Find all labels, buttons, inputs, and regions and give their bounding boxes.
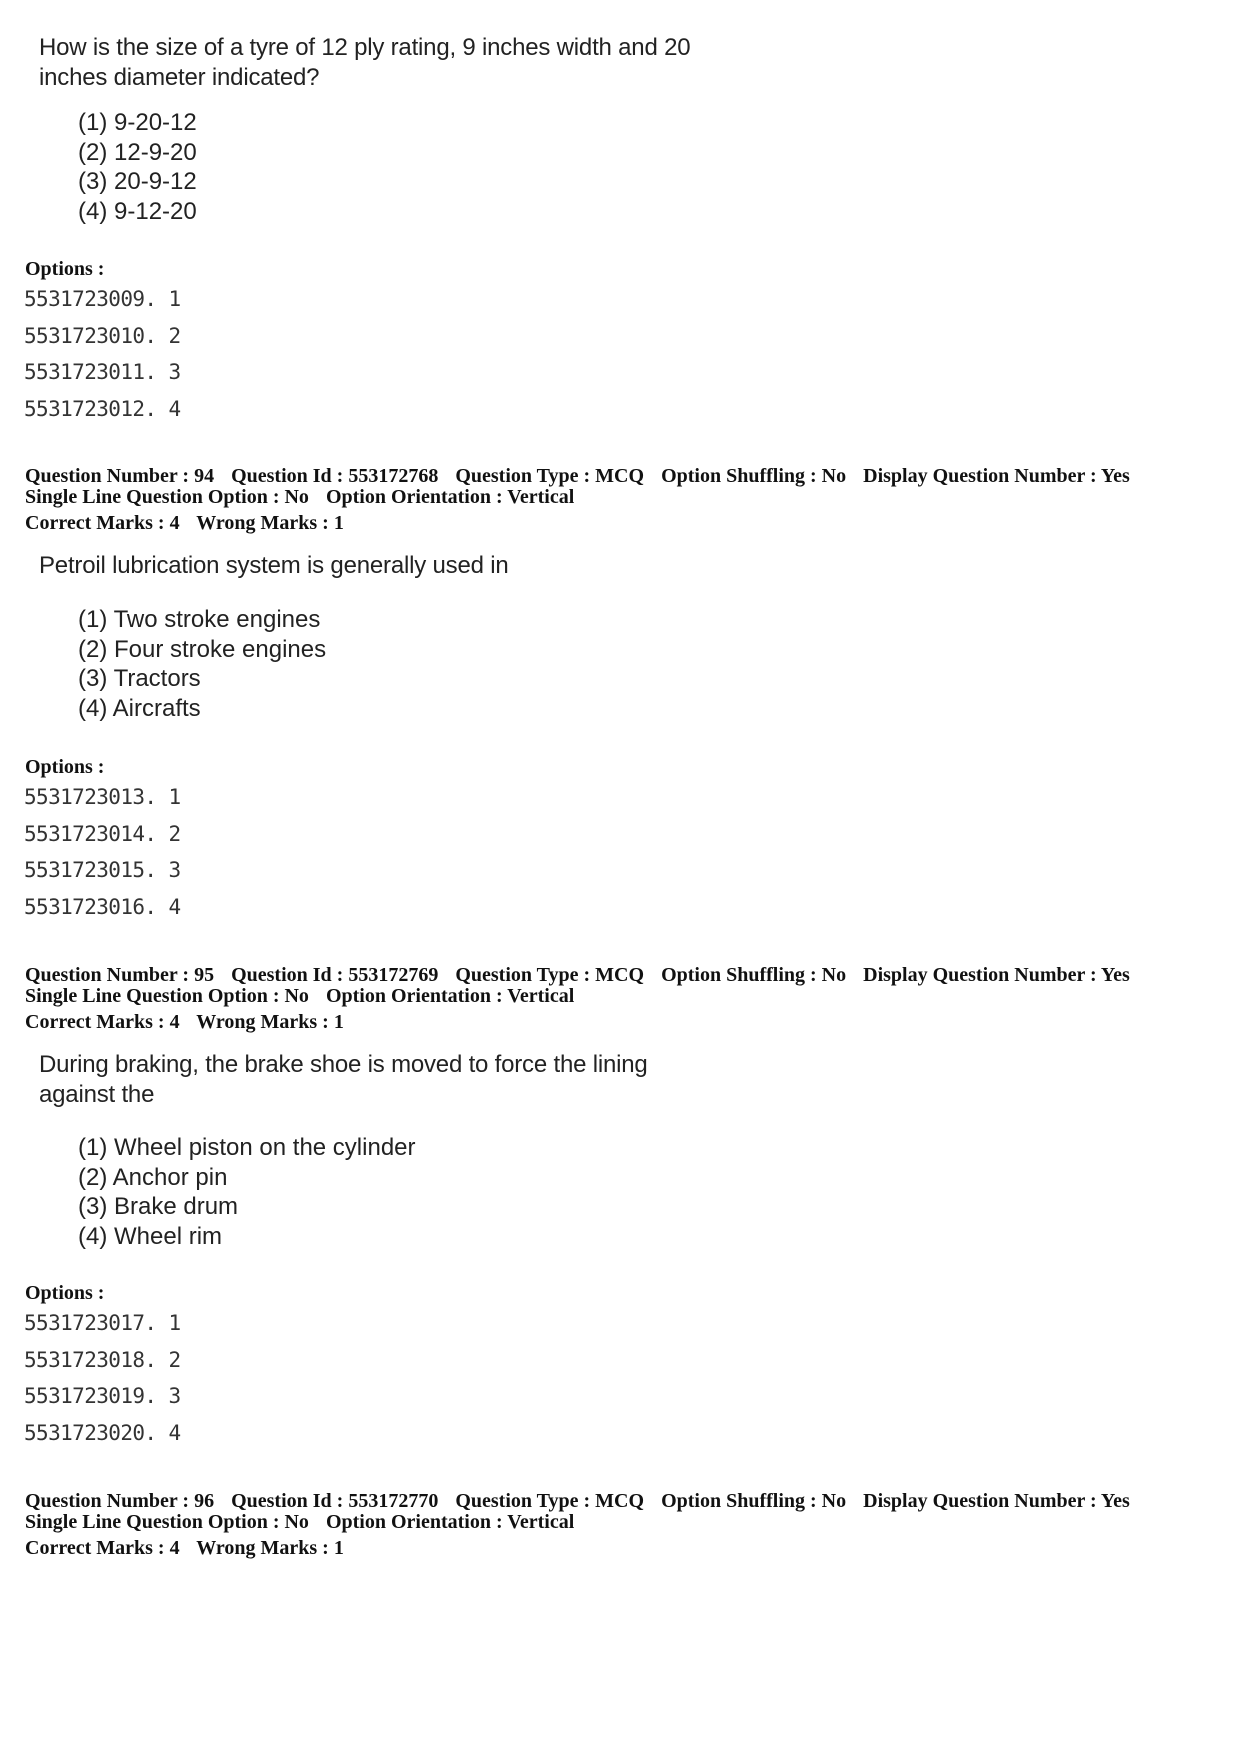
- display-question-number: Display Question Number : Yes: [863, 1490, 1130, 1512]
- options-label: Options :: [25, 258, 105, 280]
- options-label: Options :: [25, 1282, 105, 1304]
- wrong-marks: Wrong Marks : 1: [196, 1537, 344, 1559]
- option-shuffling: Option Shuffling : No: [661, 964, 847, 986]
- option-id: 5531723018. 2: [24, 1347, 181, 1372]
- options-label: Options :: [25, 756, 105, 778]
- option-id: 5531723016. 4: [24, 894, 181, 919]
- option-id: 5531723010. 2: [24, 323, 181, 348]
- option-id: 5531723013. 1: [24, 785, 181, 809]
- option-id: 5531723019. 3: [24, 1384, 181, 1408]
- choice-3: (3) Tractors: [78, 665, 201, 692]
- choice-3: (3) 20-9-12: [78, 168, 197, 195]
- question-text: [39, 1050, 648, 1110]
- option-id: 5531723017. 1: [24, 1311, 181, 1335]
- question-line: During braking, the brake shoe is moved to force the lining: [39, 1051, 648, 1078]
- question-number: Question Number : 96: [25, 1490, 215, 1512]
- question-type: Question Type : MCQ: [455, 964, 645, 986]
- display-question-number: Display Question Number : Yes: [863, 964, 1130, 986]
- option-id: 5531723020. 4: [24, 1420, 181, 1445]
- option-shuffling: Option Shuffling : No: [661, 465, 847, 487]
- option-orientation: Option Orientation : Vertical: [325, 985, 575, 1007]
- option-id: 5531723014. 2: [24, 821, 181, 846]
- answer-choices: [78, 108, 197, 226]
- question-number: Question Number : 95: [25, 964, 215, 986]
- question-id: Question Id : 553172769: [231, 964, 439, 986]
- choice-2: (2) Four stroke engines: [78, 635, 327, 663]
- question-id: Question Id : 553172770: [231, 1490, 439, 1512]
- question-number: Question Number : 94: [25, 465, 215, 487]
- choice-1: (1) Two stroke engines: [78, 606, 321, 633]
- correct-marks: Correct Marks : 4: [25, 512, 180, 534]
- question-meta: [25, 466, 1130, 534]
- option-id: 5531723011. 3: [24, 360, 181, 384]
- question-line: Petroil lubrication system is generally used in: [39, 552, 509, 579]
- choice-4: (4) Wheel rim: [78, 1222, 223, 1250]
- answer-choices: [78, 605, 326, 723]
- option-orientation: Option Orientation : Vertical: [325, 486, 575, 508]
- option-orientation: Option Orientation : Vertical: [325, 1511, 575, 1533]
- choice-1: (1) 9-20-12: [78, 109, 197, 136]
- answer-choices: [78, 1133, 416, 1251]
- question-line: How is the size of a tyre of 12 ply rating, 9 inches width and 20: [39, 34, 691, 61]
- single-line-option: Single Line Question Option : No: [25, 1511, 309, 1533]
- wrong-marks: Wrong Marks : 1: [196, 1011, 344, 1033]
- question-meta: [25, 1491, 1130, 1559]
- display-question-number: Display Question Number : Yes: [863, 465, 1130, 487]
- choice-3: (3) Brake drum: [78, 1193, 239, 1220]
- option-id: 5531723015. 3: [24, 858, 181, 882]
- correct-marks: Correct Marks : 4: [25, 1011, 180, 1033]
- choice-2: (2) Anchor pin: [78, 1163, 228, 1191]
- single-line-option: Single Line Question Option : No: [25, 486, 309, 508]
- correct-marks: Correct Marks : 4: [25, 1537, 180, 1559]
- question-line: against the: [39, 1081, 155, 1108]
- option-shuffling: Option Shuffling : No: [661, 1490, 847, 1512]
- choice-1: (1) Wheel piston on the cylinder: [78, 1134, 416, 1161]
- option-id: 5531723009. 1: [24, 287, 181, 311]
- choice-4: (4) Aircrafts: [78, 694, 201, 722]
- question-type: Question Type : MCQ: [455, 465, 645, 487]
- single-line-option: Single Line Question Option : No: [25, 985, 309, 1007]
- choice-2: (2) 12-9-20: [78, 138, 197, 166]
- option-id: 5531723012. 4: [24, 396, 181, 421]
- question-id: Question Id : 553172768: [231, 465, 439, 487]
- question-text: [39, 33, 690, 93]
- question-meta: [25, 965, 1130, 1033]
- question-line: inches diameter indicated?: [39, 64, 320, 91]
- wrong-marks: Wrong Marks : 1: [196, 512, 344, 534]
- option-id-list: [24, 779, 181, 925]
- question-text: [39, 551, 509, 581]
- option-id-list: [24, 281, 181, 427]
- choice-4: (4) 9-12-20: [78, 197, 197, 225]
- option-id-list: [24, 1305, 181, 1451]
- question-type: Question Type : MCQ: [455, 1490, 645, 1512]
